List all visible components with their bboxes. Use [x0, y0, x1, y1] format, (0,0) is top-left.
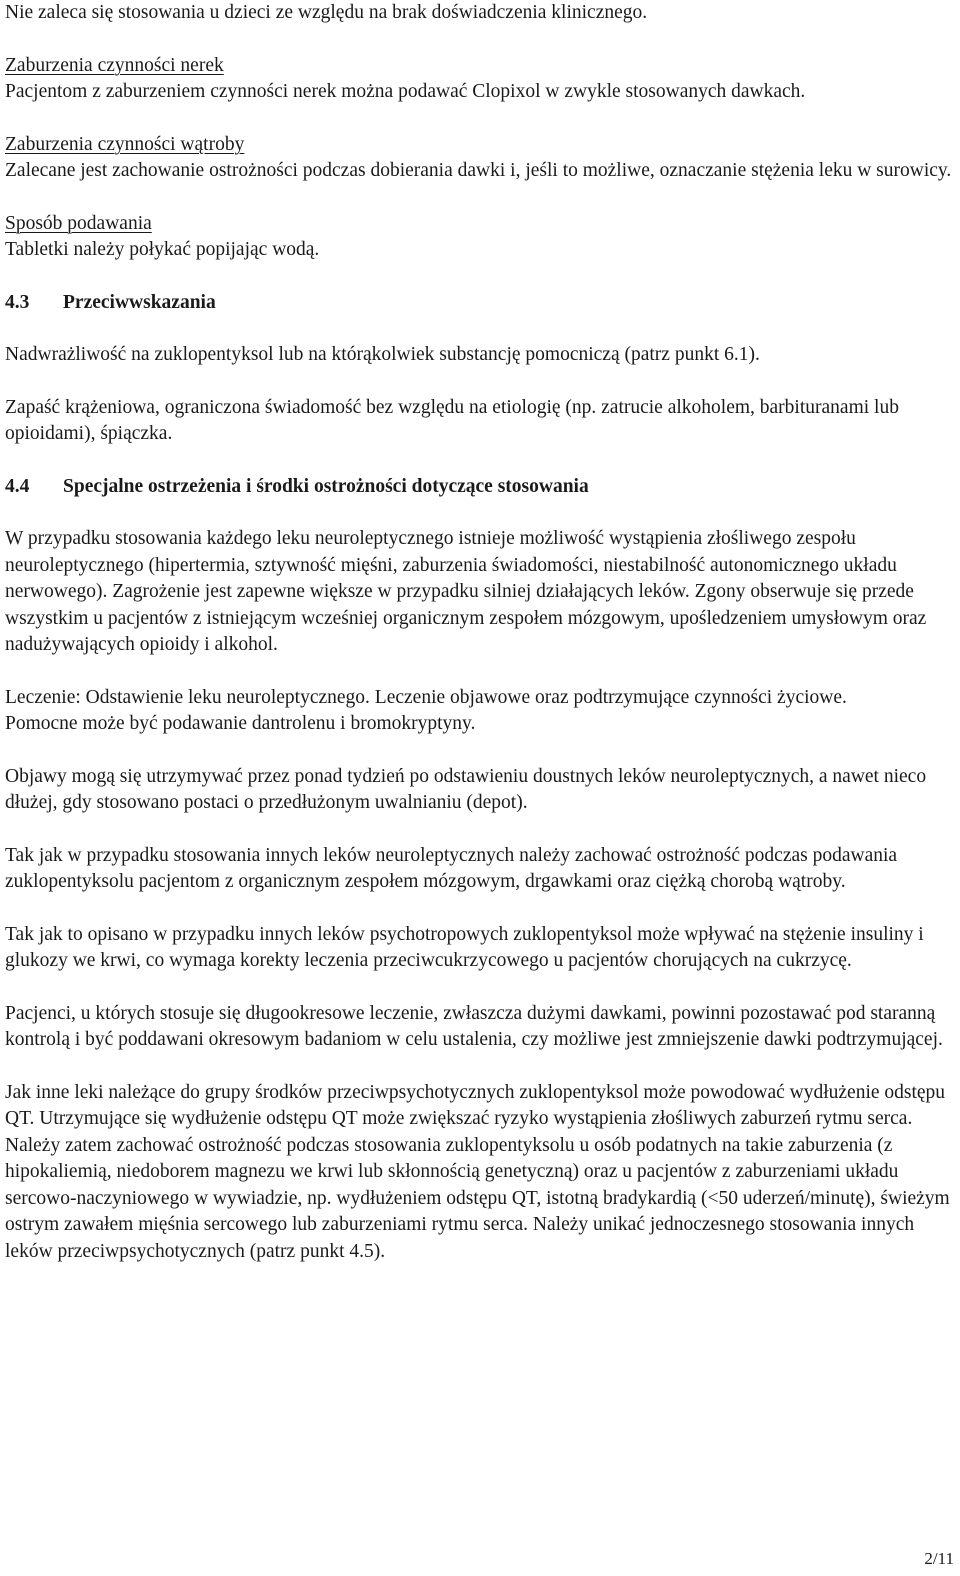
paragraph: Pomocne może być podawanie dantrolenu i bromokryptyny. [5, 713, 476, 734]
paragraph: Nadwrażliwość na zuklopentyksol lub na którąkolwiek substancję pomocniczą (patrz punkt 6.1). [5, 344, 760, 365]
children-note: Nie zaleca się stosowania u dzieci ze względu na brak doświadczenia klinicznego. [5, 2, 648, 23]
paragraph: Zapaść krążeniowa, ograniczona świadomość bez względu na etiologię (np. zatrucie alkoholem, barbituranami lub opioidami), śpiączka. [5, 396, 899, 444]
paragraph: Pacjenci, u których stosuje się długookresowe leczenie, zwłaszcza dużymi dawkami, powinni pozostawać pod staranną kontrolą i być poddawani okresowym badaniom w celu ustalenia, czy możliwe jest zmniejszenie dawki podtrzymującej. [5, 1002, 943, 1050]
administration-subheading: Sposób podawania [5, 212, 152, 234]
paragraph: Tak jak w przypadku stosowania innych leków neuroleptycznych należy zachować ostrożność podczas podawania zuklopentyksolu pacjentom z organicznym zespołem mózgowym, drgawkami oraz ciężką chorobą wątroby. [5, 844, 898, 892]
kidney-text: Pacjentom z zaburzeniem czynności nerek można podawać Clopixol w zwykle stosowanych dawkach. [5, 81, 806, 102]
section-4-4-title: Specjalne ostrzeżenia i środki ostrożności dotyczące stosowania [63, 475, 589, 497]
paragraph: W przypadku stosowania każdego leku neuroleptycznego istnieje możliwość wystąpienia złośliwego zespołu neuroleptycznego (hipertermia, sztywność mięśni, zaburzenia świadomości, niestabilność autonomicznego układu nerwowego). Zagrożenie jest zapewne większe w przypadku silniej działających leków. Zgony obserwuje się przede wszystkim u pacjentów z istniejącym wcześniej organicznym zespołem mózgowym, upośledzeniem umysłowym oraz nadużywających opioidy i alkohol. [5, 528, 927, 655]
paragraph: Jak inne leki należące do grupy środków przeciwpsychotycznych zuklopentyksol może powodować wydłużenie odstępu QT. Utrzymujące się wydłużenie odstępu QT może zwiększać ryzyko wystąpienia złośliwych zaburzeń rytmu serca. Należy zatem zachować ostrożność podczas stosowania zuklopentyksolu u osób podatnych na takie zaburzenia (z hipokaliemią, niedoborem magnezu we krwi lub skłonnością genetyczną) oraz u pacjentów z zaburzeniami układu sercowo-naczyniowego w wywiadzie, np. wydłużeniem odstępu QT, istotną bradykardią (<50 uderzeń/minutę), świeżym ostrym zawałem mięśnia sercowego lub zaburzeniami rytmu serca. Należy unikać jednoczesnego stosowania innych leków przeciwpsychotycznych (patrz punkt 4.5). [5, 1081, 950, 1262]
section-4-3-title: Przeciwwskazania [63, 291, 216, 313]
section-4-4-number: 4.4 [5, 475, 30, 497]
liver-subheading: Zaburzenia czynności wątroby [5, 133, 245, 155]
document-page [5, 0, 957, 1265]
paragraph: Leczenie: Odstawienie leku neuroleptycznego. Leczenie objawowe oraz podtrzymujące czynności życiowe. [5, 686, 847, 708]
section-4-4-heading [5, 474, 957, 501]
kidney-subheading: Zaburzenia czynności nerek [5, 54, 224, 76]
paragraph: Objawy mogą się utrzymywać przez ponad tydzień po odstawieniu doustnych leków neuroleptycznych, a nawet nieco dłużej, gdy stosowano postaci o przedłużonym uwalnianiu (depot). [5, 765, 927, 813]
paragraph: Tak jak to opisano w przypadku innych leków psychotropowych zuklopentyksol może wpływać na stężenie insuliny i glukozy we krwi, co wymaga korekty leczenia przeciwcukrzycowego u pacjentów chorujących na cukrzycę. [5, 923, 924, 971]
section-4-3-number: 4.3 [5, 291, 30, 313]
liver-text: Zalecane jest zachowanie ostrożności podczas dobierania dawki i, jeśli to możliwe, oznaczanie stężenia leku w surowicy. [5, 160, 952, 181]
page-number: 2/11 [924, 1549, 954, 1568]
section-4-3-heading [5, 290, 957, 317]
administration-text: Tabletki należy połykać popijając wodą. [5, 239, 320, 260]
